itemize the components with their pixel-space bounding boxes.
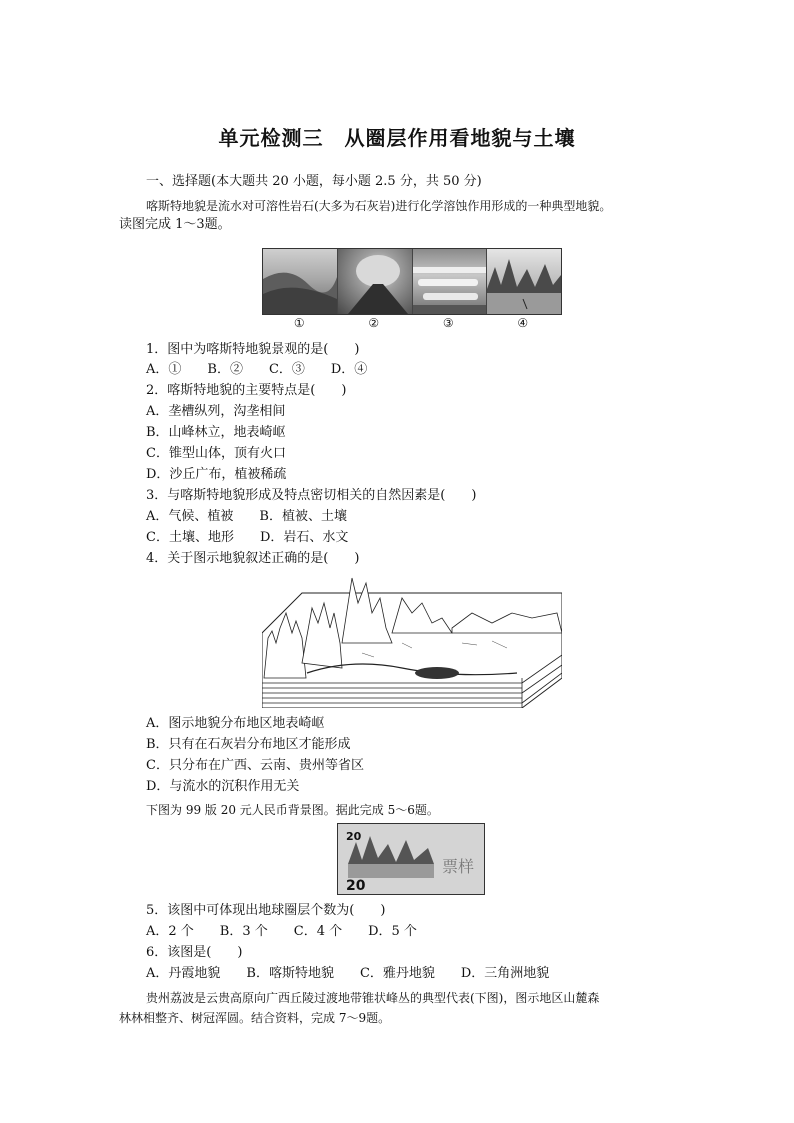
karst-peaks-photo — [487, 249, 561, 314]
photo-label-3: ③ — [442, 316, 454, 330]
banknote-value-top: 20 — [346, 830, 362, 843]
question-6-options: A．丹霞地貌 B．喀斯特地貌 C．雅丹地貌 D．三角洲地貌 — [146, 966, 550, 981]
intro-text-2: 下图为 99 版 20 元人民币背景图。据此完成 5～6题。 — [146, 803, 439, 817]
question-4-option-d: D．与流水的沉积作用无关 — [146, 779, 300, 794]
question-4: 4．关于图示地貌叙述正确的是( ) — [146, 551, 360, 566]
question-2-option-c: C．锥型山体，顶有火口 — [146, 446, 286, 461]
rock-ridge-photo — [413, 249, 488, 314]
question-2-option-d: D．沙丘广布，植被稀疏 — [146, 467, 287, 482]
page-title: 单元检测三 从圈层作用看地貌与土壤 — [218, 126, 576, 150]
photo-label-2: ② — [368, 316, 380, 330]
question-3-options-ab: A．气候、植被 B．植被、土壤 — [146, 509, 347, 524]
question-6: 6．该图是( ) — [146, 945, 243, 960]
photo-label-4: ④ — [517, 316, 529, 330]
question-4-option-b: B．只有在石灰岩分布地区才能形成 — [146, 737, 351, 752]
intro-text-1a: 喀斯特地貌是流水对可溶性岩石(大多为石灰岩)进行化学溶蚀作用形成的一种典型地貌。 — [146, 199, 612, 213]
question-5-options: A．2 个 B．3 个 C．4 个 D．5 个 — [146, 924, 417, 939]
question-5: 5．该图中可体现出地球圈层个数为( ) — [146, 903, 386, 918]
landform-photo-strip — [262, 248, 562, 315]
karst-block-diagram — [262, 573, 562, 708]
question-2: 2．喀斯特地貌的主要特点是( ) — [146, 383, 347, 398]
section-heading: 一、选择题(本大题共 20 小题，每小题 2.5 分，共 50 分) — [146, 174, 482, 189]
banknote-value-bottom: 20 — [346, 878, 366, 894]
intro-text-3a: 贵州荔波是云贵高原向广西丘陵过渡地带锥状峰丛的典型代表(下图)，图示地区山麓森 — [146, 991, 600, 1005]
photo-labels — [262, 316, 560, 330]
question-4-option-a: A．图示地貌分布地区地表崎岖 — [146, 716, 325, 731]
question-1-options: A．① B．② C．③ D．④ — [146, 362, 368, 377]
question-3: 3．与喀斯特地貌形成及特点密切相关的自然因素是( ) — [146, 488, 477, 503]
desert-dune-photo — [263, 249, 338, 314]
intro-text-1b: 读图完成 1～3题。 — [119, 217, 231, 232]
question-2-option-b: B．山峰林立，地表崎岖 — [146, 425, 286, 440]
photo-label-1: ① — [293, 316, 305, 330]
question-3-options-cd: C．土壤、地形 D．岩石、水文 — [146, 530, 349, 545]
question-2-option-a: A．垄槽纵列，沟垄相间 — [146, 404, 286, 419]
question-1: 1．图中为喀斯特地貌景观的是( ) — [146, 342, 360, 357]
question-4-option-c: C．只分布在广西、云南、贵州等省区 — [146, 758, 364, 773]
banknote-sample-mark: 票样 — [442, 857, 475, 876]
volcano-photo — [338, 249, 413, 314]
intro-text-3b: 林林相整齐、树冠浑圆。结合资料，完成 7～9题。 — [119, 1011, 391, 1025]
banknote-image — [337, 823, 485, 895]
